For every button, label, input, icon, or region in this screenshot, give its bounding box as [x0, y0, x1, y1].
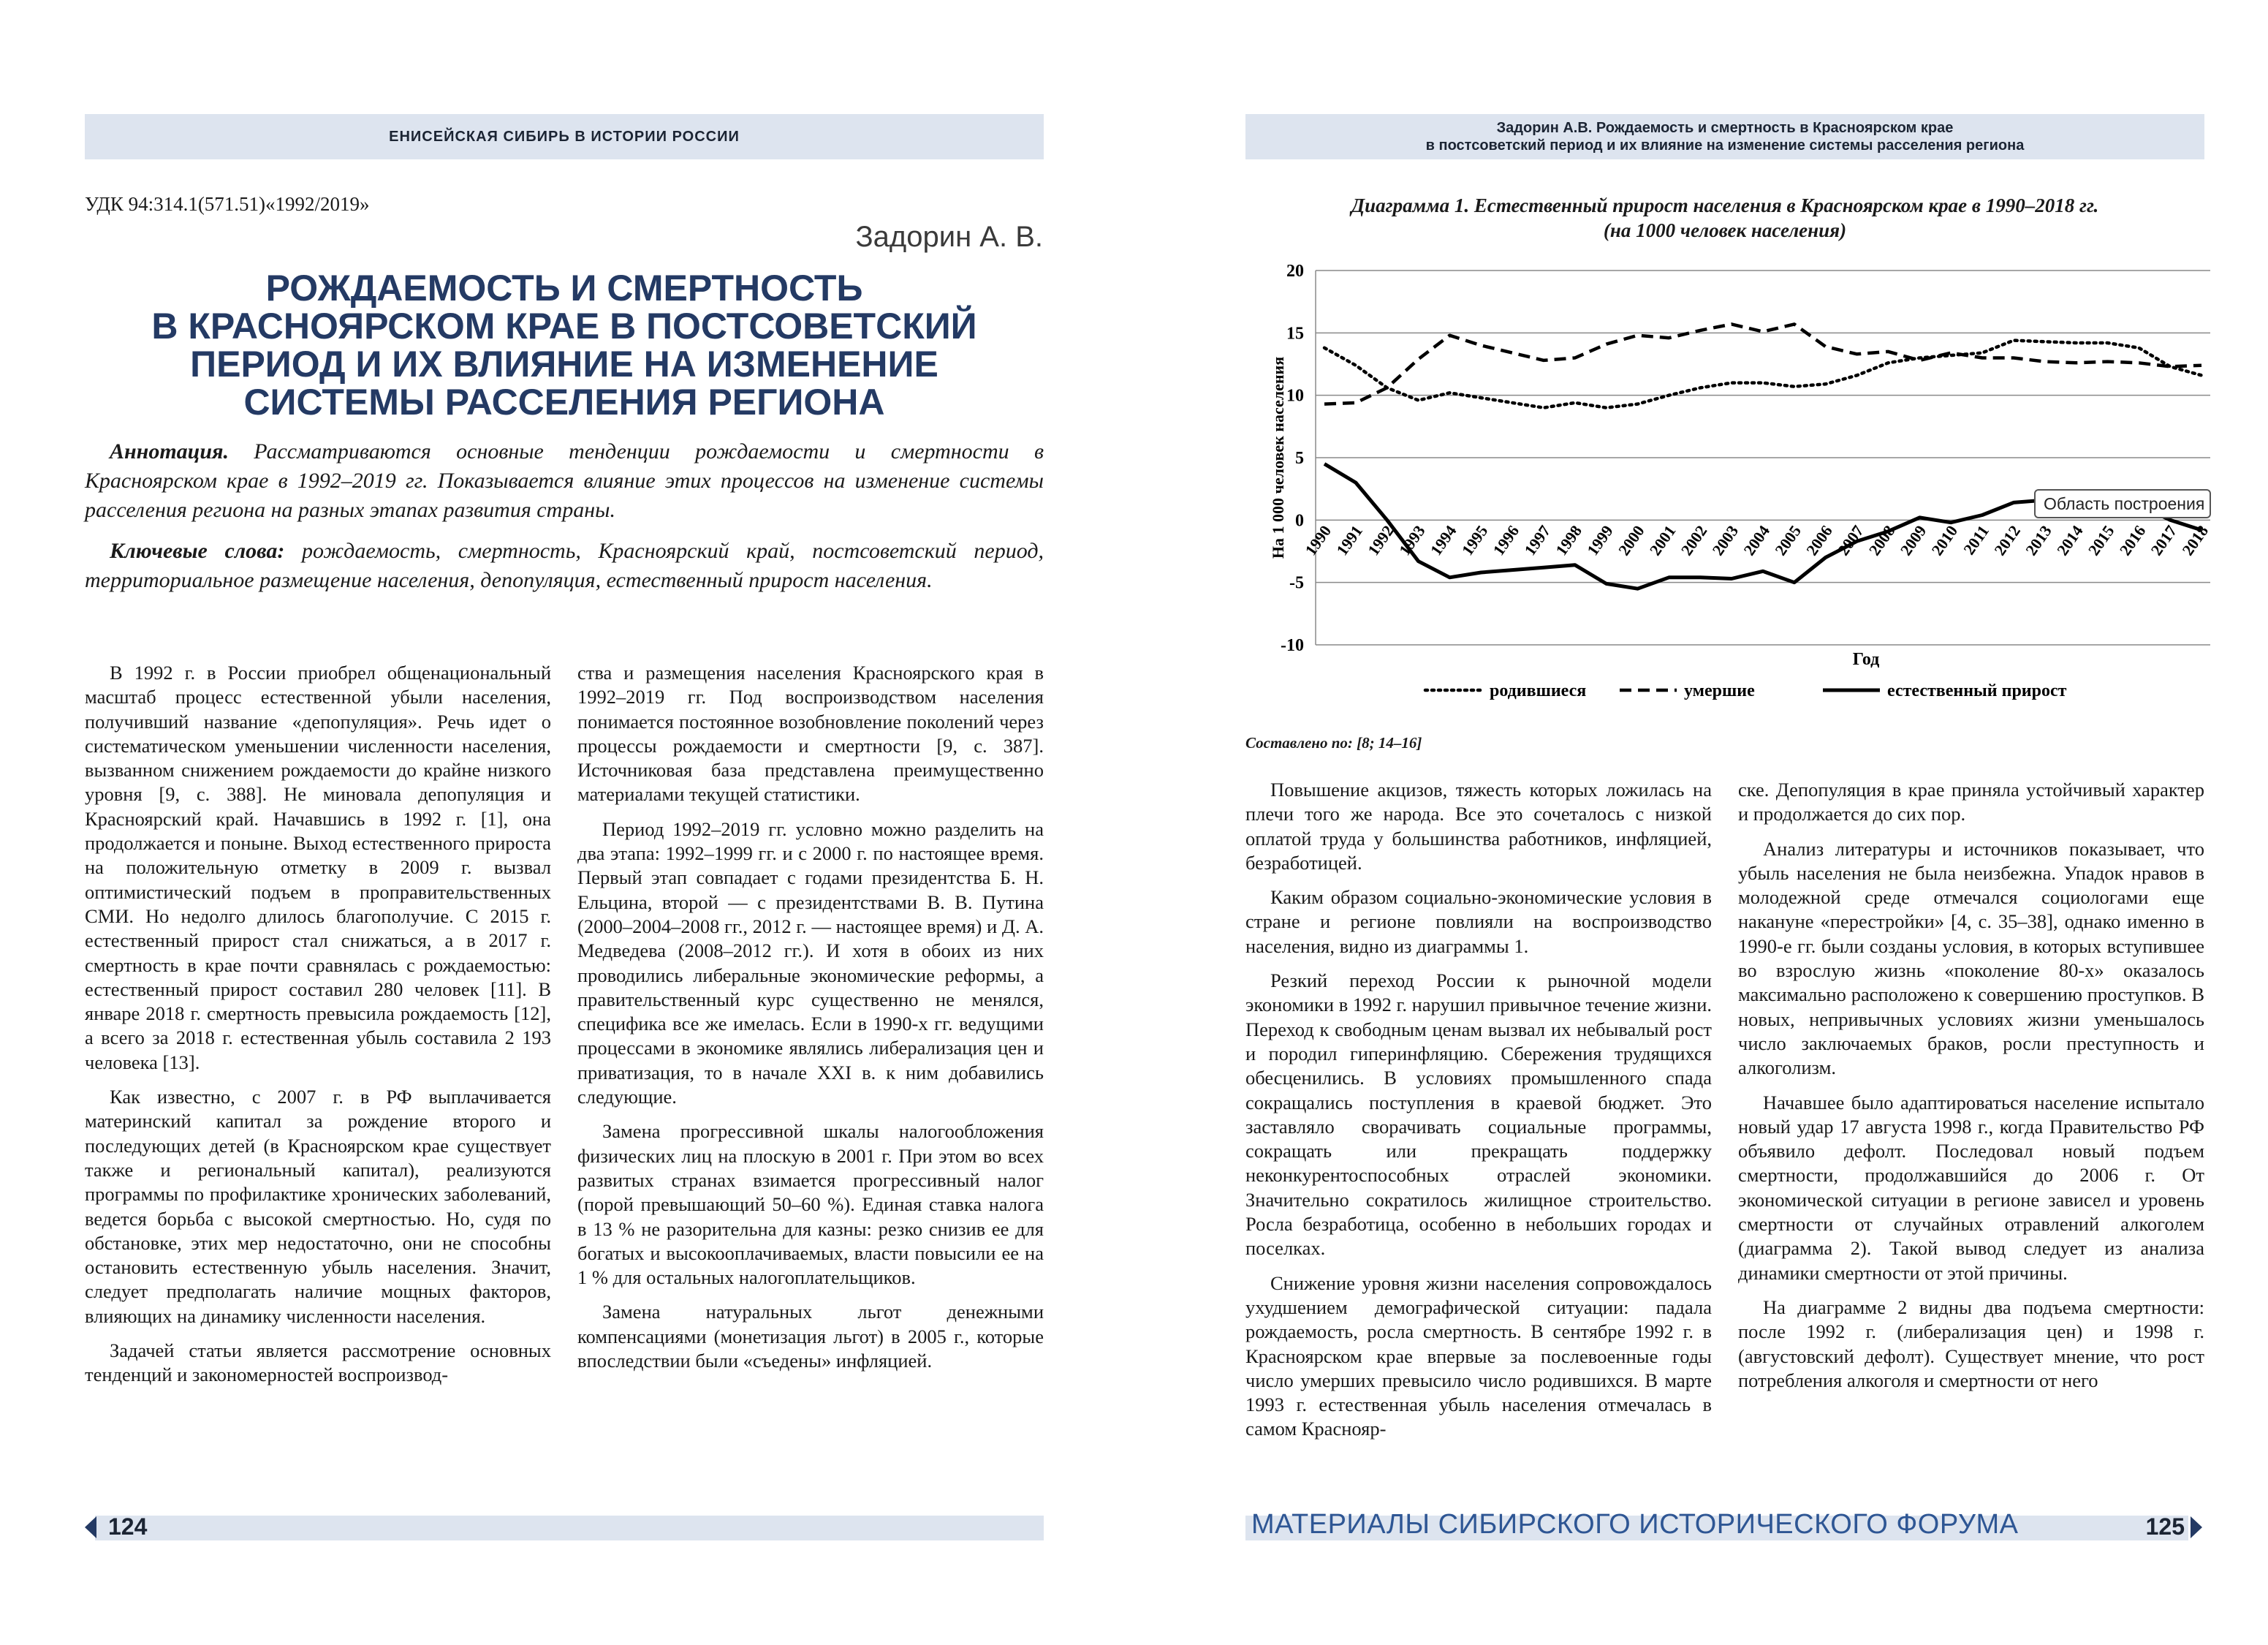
x-tick-label: 2005: [1771, 521, 1805, 559]
paragraph: Замена прогрессивной шкалы налогообложения физических лиц на плоскую в 2001 г. При этом во всех развитых странах взимается прогрессивный налог (порой превышающий 50–60 %). Единая ставка налога в 13 % не разорительна для казны: резко снизив ее для богатых и высокооплачиваемых, власти повысили ее на 1 % для остальных налогоплательщиков.: [577, 1120, 1044, 1289]
x-axis-label: Год: [1852, 650, 1880, 669]
title-line: СИСТЕМЫ РАССЕЛЕНИЯ РЕГИОНА: [243, 382, 885, 423]
running-header: [1245, 114, 2204, 159]
series-line: [1324, 324, 2201, 404]
paragraph: ске. Депопуляция в крае приняла устойчивый характер и продолжается до сих пор.: [1738, 779, 2204, 825]
abstract-label: Аннотация.: [110, 439, 229, 464]
x-tick-label: 1995: [1457, 521, 1492, 559]
left-page-column-2: [577, 661, 1044, 1383]
y-tick-label: -5: [1289, 573, 1304, 593]
x-tick-label: 2013: [2022, 521, 2055, 559]
x-tick-label: 1991: [1332, 521, 1366, 559]
keywords: [85, 537, 1044, 595]
paragraph: Замена натуральных льгот денежными компенсациями (монетизация льгот) в 2005 г., которые впоследствии были «съедены» инфляцией.: [577, 1301, 1044, 1372]
paragraph: Как известно, с 2007 г. в РФ выплачивается материнский капитал за рождение второго и последующих детей (в Красноярском крае существует также и региональный капитал), реализуются программы по профилактике хронических заболеваний, ведется борьба с высокой смертностью. Но, судя по обстановке, этих мер недостаточно, они не способны остановить естественную убыль населения. Значит, следует предполагать наличие мощных факторов, влияющих на динамику численности населения.: [85, 1086, 551, 1327]
page-number: 124: [108, 1513, 148, 1540]
paragraph: На диаграмме 2 видны два подъема смертности: после 1992 г. (либерализация цен) и 1998 г. (августовский дефолт). Существует мнение, что рост потребления алкоголя и смертности от него: [1738, 1296, 2204, 1391]
tooltip-text: Область построения: [2044, 494, 2205, 513]
x-tick-label: 2003: [1708, 521, 1742, 559]
running-header-text: ЕНИСЕЙСКАЯ СИБИРЬ В ИСТОРИИ РОССИИ: [389, 128, 740, 145]
x-tick-label: 1993: [1395, 521, 1429, 559]
paragraph: Начавшее было адаптироваться население испытало новый удар 17 августа 1998 г., когда Правительство РФ объявило дефолт. Последовал новый подъем смертности, продолжавшийся до 2006 г. От экономической ситуации в регионе зависел и уровень смертности от случайных отравлений алкоголем (диаграмма 2). Такой вывод следует из анализа динамики смертности от этой причины.: [1738, 1091, 2204, 1284]
arrow-right-icon: [2191, 1516, 2202, 1538]
chart-source: Составлено по: [8; 14–16]: [1245, 734, 1422, 752]
author-name: Задорин А. В.: [855, 221, 1043, 253]
x-tick-label: 2007: [1833, 521, 1867, 559]
x-tick-label: 2016: [2115, 521, 2150, 559]
y-axis-label: На 1 000 человек населения: [1269, 356, 1287, 559]
x-tick-label: 2012: [1990, 521, 2024, 559]
x-tick-label: 2009: [1896, 521, 1930, 559]
paragraph: Анализ литературы и источников показывает, что убыль населения не была неизбежна. Упадок нравов в молодежной среде отмечался социологами еще накануне «перестройки» [4, с. 35–38], однако именно в 1990-е гг. были созданы условия, в которых вступившее во взрослую жизнь «поколение 80-х» оказалось максимально расположено к совершению проступков. В новых, непривычных условиях жизни уменьшалось число заключаемых браков, росли преступность и алкоголизм.: [1738, 837, 2204, 1079]
title-line: В КРАСНОЯРСКОМ КРАЕ В ПОСТСОВЕТСКИЙ: [151, 306, 977, 347]
x-tick-label: 2006: [1802, 521, 1836, 559]
journal-title: МАТЕРИАЛЫ СИБИРСКОГО ИСТОРИЧЕСКОГО ФОРУМА: [1251, 1509, 2019, 1540]
right-page-column-1: [1245, 778, 1712, 1452]
x-tick-label: 1990: [1301, 521, 1335, 559]
arrow-left-icon: [85, 1516, 96, 1538]
x-tick-label: 2000: [1614, 521, 1648, 559]
paragraph: ства и размещения населения Красноярского края в 1992–2019 гг. Под воспроизводством населения понимается постоянное возобновление поколений через процессы рождаемости и смертности [9, с. 387]. Источниковая база представлена преимущественно материалами текущей статистики.: [577, 662, 1044, 806]
abstract-text: Рассматриваются основные тенденции рождаемости и смертности в Красноярском крае в 1992–2019 гг. Показывается влияние этих процессов на изменение системы расселения региона на разных этапах развития страны.: [85, 439, 1044, 522]
x-tick-label: 2017: [2147, 521, 2181, 559]
x-tick-label: 2004: [1740, 521, 1774, 559]
x-tick-label: 2002: [1677, 521, 1711, 559]
abstract: [85, 437, 1044, 525]
chart-title-line: (на 1000 человек населения): [1603, 219, 1847, 241]
population-chart: [1245, 249, 2218, 716]
x-tick-label: 1994: [1426, 521, 1460, 559]
x-tick-label: 1992: [1364, 521, 1397, 559]
plot-area-tooltip: [2035, 490, 2210, 518]
y-tick-label: 0: [1295, 511, 1304, 531]
keywords-label: Ключевые слова:: [110, 539, 285, 563]
page-number: 125: [2145, 1513, 2185, 1540]
legend-label: умершие: [1684, 681, 1755, 700]
paragraph: В 1992 г. в России приобрел общенациональный масштаб процесс естественной убыли населения, получивший название «депопуляция». Речь идет о систематическом уменьшении численности населения, вызванном снижением рождаемости до крайне низкого уровня [9, с. 388]. Не миновала депопуляция и Красноярский край. Начавшись в 1992 г. [1], она продолжается и поныне. Выход естественного прироста на положительную отметку в 2009 г. вызвал оптимистический подъем в проправительственных СМИ. Но недолго длилось благополучие. С 2015 г. естественный прирост стал снижаться, а в 2017 г. смертность в крае почти сравнялась с рождаемостью: естественный прирост составил 280 человек [11]. В январе 2018 г. смертность превысила рождаемость [12], а всего за 2018 г. естественная убыль составила 2 193 человека [13].: [85, 662, 551, 1073]
x-tick-label: 2008: [1865, 521, 1899, 559]
udk-code: УДК 94:314.1(571.51)«1992/2019»: [85, 193, 370, 215]
paragraph: Задачей статьи является рассмотрение основных тенденций и закономерностей воспроизвод-: [85, 1339, 551, 1386]
y-tick-label: -10: [1281, 636, 1304, 655]
running-header: [85, 114, 1044, 159]
y-tick-label: 5: [1295, 449, 1304, 468]
x-tick-label: 1997: [1520, 521, 1555, 559]
x-tick-label: 2014: [2052, 521, 2087, 559]
y-tick-label: 10: [1286, 386, 1304, 406]
right-page-column-2: [1738, 778, 2204, 1403]
chart-title: [1245, 193, 2204, 243]
paragraph: Повышение акцизов, тяжесть которых ложилась на плечи того же народа. Все это сочеталось с низкой оплатой труда у большинства работников, инфляцией, безработицей.: [1245, 779, 1712, 874]
title-line: РОЖДАЕМОСТЬ И СМЕРТНОСТЬ: [265, 268, 863, 309]
legend-label: естественный прирост: [1887, 681, 2067, 700]
y-tick-label: 20: [1286, 262, 1304, 281]
chart-title-line: Диаграмма 1. Естественный прирост населения в Красноярском крае в 1990–2018 гг.: [1351, 194, 2099, 216]
y-tick-label: 15: [1286, 324, 1304, 344]
x-tick-label: 1999: [1583, 521, 1617, 559]
x-tick-label: 2010: [1927, 521, 1962, 559]
running-header-line: в постсоветский период и их влияние на изменение системы расселения региона: [1425, 137, 2025, 154]
paragraph: Период 1992–2019 гг. условно можно разделить на два этапа: 1992–1999 гг. и с 2000 г. по настоящее время. Первый этап совпадает с годами президентства Б. Н. Ельцина, второй — с президентствами В. В. Путина (2000–2004–2008 гг., 2012 г. — настоящее время) и Д. А. Медведева (2008–2012 гг.). И хотя в обоих из них проводились либеральные экономические реформы, а правительственный курс существенно не менялся, специфика все же имелась. Если в 1990-х гг. ведущими процессами в экономике являлись либерализация цен и приватизация, то в начале XXI в. к ним добавились следующие.: [577, 817, 1044, 1108]
page-right: [1134, 0, 2268, 1645]
x-tick-label: 1996: [1489, 521, 1523, 559]
x-tick-label: 2001: [1645, 521, 1680, 559]
paragraph: Резкий переход России к рыночной модели экономики в 1992 г. нарушил привычное течение жизни. Переход к свободным ценам вызвал их небывалый рост и породил гиперинфляцию. Сбережения трудящихся обесценились. В условиях промышленного спада сокращались поступления в краевой бюджет. Это заставляло сворачивать социальные программы, сокращать или прекращать поддержку неконкурентоспособных отраслей экономики. Значительно сократилось жилищное строительство. Росла безработица, особенно в небольших городах и поселках.: [1245, 969, 1713, 1260]
article-title: [85, 269, 1044, 421]
x-tick-label: 2018: [2178, 521, 2212, 559]
running-header-line: Задорин А.В. Рождаемость и смертность в Красноярском крае: [1496, 120, 1954, 136]
paragraph: Каким образом социально-экономические условия в стране и регионе повлияли на воспроизводство населения, видно из диаграммы 1.: [1245, 886, 1712, 957]
x-tick-label: 2015: [2084, 521, 2118, 559]
x-tick-label: 1998: [1552, 521, 1585, 559]
title-line: ПЕРИОД И ИХ ВЛИЯНИЕ НА ИЗМЕНЕНИЕ: [190, 344, 938, 385]
x-tick-label: 2011: [1960, 521, 1993, 559]
chart-legend: [1425, 681, 2067, 700]
left-page-column-1: [85, 661, 551, 1398]
keywords-text: рождаемость, смертность, Красноярский край, постсоветский период, территориальное размещение населения, депопуляция, естественный прирост населения.: [85, 539, 1044, 592]
series-line: [1324, 341, 2201, 408]
legend-label: родившиеся: [1490, 681, 1587, 700]
footer-bar: [95, 1516, 1044, 1540]
abstract-block: [85, 437, 1044, 607]
paragraph: Снижение уровня жизни населения сопровождалось ухудшением демографической ситуации: падала рождаемость, росла смертность. В сентябре 1992 г. в Красноярском крае впервые за послевоенные годы число умерших превысило число родившихся. В марте 1993 г. естественная убыль населения отмечалась в самом Краснояр-: [1245, 1271, 1712, 1440]
